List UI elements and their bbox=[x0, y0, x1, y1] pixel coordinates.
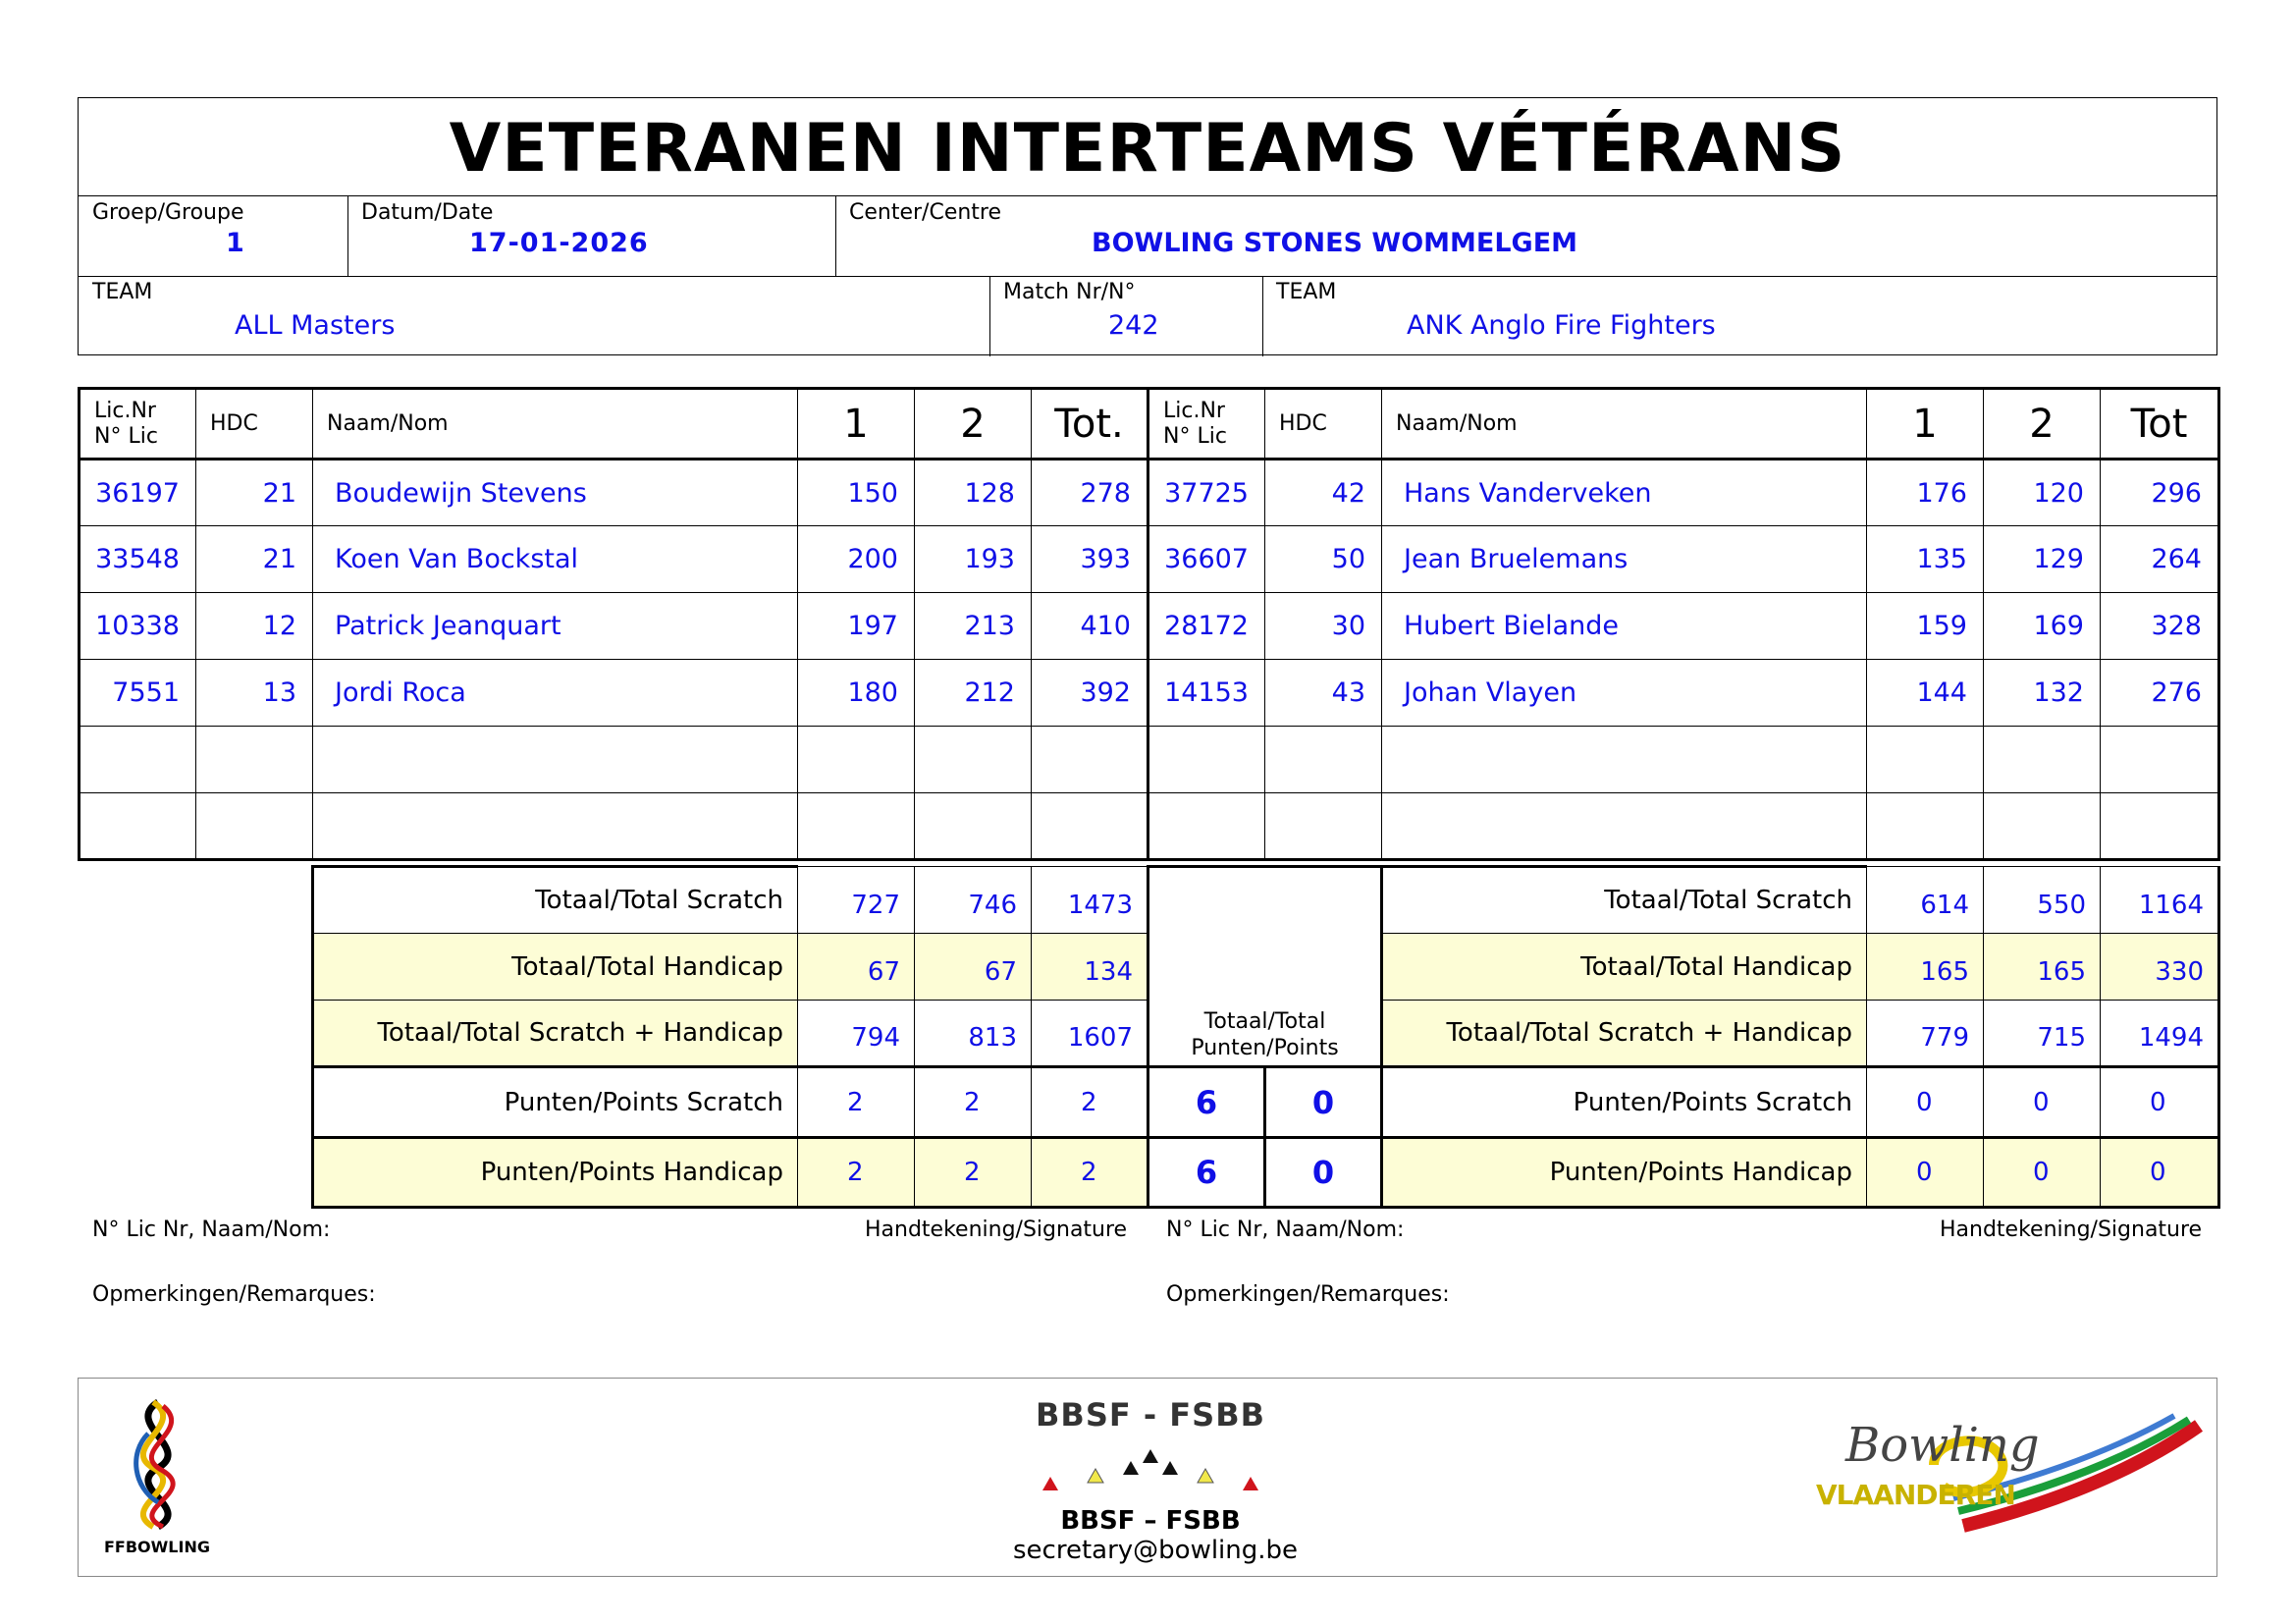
total-handicap-label: Totaal/Total Handicap bbox=[313, 934, 798, 1001]
home-pts-handicap-tot: 2 bbox=[1032, 1138, 1148, 1208]
away-name-cell: Johan Vlayen bbox=[1382, 660, 1867, 727]
home-g1-cell bbox=[798, 727, 915, 793]
away-g2-cell: 129 bbox=[1984, 526, 2101, 593]
home-pts-handicap-g1: 2 bbox=[798, 1138, 915, 1208]
home-g1-cell: 150 bbox=[798, 460, 915, 526]
away-hdc-cell: 42 bbox=[1265, 460, 1382, 526]
away-name-cell bbox=[1382, 793, 1867, 860]
home-lic-name-label: N° Lic Nr, Naam/Nom: bbox=[92, 1218, 331, 1242]
home-g1-cell: 197 bbox=[798, 593, 915, 660]
away-g2-cell: 169 bbox=[1984, 593, 2101, 660]
away-lic-cell: 28172 bbox=[1148, 593, 1265, 660]
away-signature-label: Handtekening/Signature bbox=[1940, 1218, 2203, 1242]
away-g1-cell: 159 bbox=[1867, 593, 1984, 660]
away-hdc-cell: 30 bbox=[1265, 593, 1382, 660]
divider bbox=[835, 196, 836, 277]
total-points-handicap-home: 6 bbox=[1148, 1138, 1265, 1208]
col-game2-home: 2 bbox=[915, 389, 1032, 460]
home-name-cell: Patrick Jeanquart bbox=[313, 593, 798, 660]
home-scratch-g1: 727 bbox=[798, 867, 915, 934]
total-scratch-label-away: Totaal/Total Scratch bbox=[1382, 867, 1867, 934]
col-game1-away: 1 bbox=[1867, 389, 1984, 460]
away-g1-cell bbox=[1867, 793, 1984, 860]
vlaanderen-logo-word: VLAANDEREN bbox=[1816, 1479, 2015, 1511]
home-g2-cell bbox=[915, 727, 1032, 793]
away-pts-scratch-g2: 0 bbox=[1984, 1067, 2101, 1138]
vlaanderen-logo-script: Bowling bbox=[1845, 1418, 2040, 1473]
home-sh-g1: 794 bbox=[798, 1001, 915, 1067]
home-hdc-cell: 21 bbox=[196, 460, 313, 526]
home-handicap-g1: 67 bbox=[798, 934, 915, 1001]
away-sh-tot: 1494 bbox=[2101, 1001, 2219, 1067]
away-tot-cell bbox=[2101, 793, 2219, 860]
home-pts-handicap-g2: 2 bbox=[915, 1138, 1032, 1208]
away-name-cell: Hubert Bielande bbox=[1382, 593, 1867, 660]
total-scratch-row bbox=[313, 867, 2219, 934]
players-table bbox=[78, 387, 2220, 861]
home-g2-cell: 193 bbox=[915, 526, 1032, 593]
ffbowling-logo bbox=[104, 1394, 212, 1561]
points-handicap-label: Punten/Points Handicap bbox=[313, 1138, 798, 1208]
home-hdc-cell bbox=[196, 793, 313, 860]
away-hdc-cell: 50 bbox=[1265, 526, 1382, 593]
home-tot-cell: 393 bbox=[1032, 526, 1148, 593]
center-value: BOWLING STONES WOMMELGEM bbox=[1092, 228, 1578, 258]
away-lic-name-label: N° Lic Nr, Naam/Nom: bbox=[1166, 1218, 1405, 1242]
col-lic-away: Lic.Nr N° Lic bbox=[1148, 389, 1265, 460]
table-row bbox=[80, 793, 2219, 860]
date-label: Datum/Date bbox=[361, 200, 494, 225]
home-g2-cell: 128 bbox=[915, 460, 1032, 526]
table-header-row bbox=[80, 389, 2219, 460]
home-lic-cell: 7551 bbox=[80, 660, 196, 727]
away-scratch-tot: 1164 bbox=[2101, 867, 2219, 934]
away-lic-cell: 37725 bbox=[1148, 460, 1265, 526]
home-scratch-g2: 746 bbox=[915, 867, 1032, 934]
total-points-scratch-home: 6 bbox=[1148, 1067, 1265, 1138]
away-lic-cell: 36607 bbox=[1148, 526, 1265, 593]
table-row bbox=[80, 526, 2219, 593]
away-handicap-g1: 165 bbox=[1867, 934, 1984, 1001]
group-label: Groep/Groupe bbox=[92, 200, 244, 225]
home-name-cell: Boudewijn Stevens bbox=[313, 460, 798, 526]
ffbowling-emblem-icon bbox=[104, 1394, 212, 1532]
away-tot-cell: 276 bbox=[2101, 660, 2219, 727]
away-g2-cell bbox=[1984, 727, 2101, 793]
home-hdc-cell: 13 bbox=[196, 660, 313, 727]
away-sh-g2: 715 bbox=[1984, 1001, 2101, 1067]
away-lic-cell bbox=[1148, 793, 1265, 860]
bbsf-name: BBSF – FSBB bbox=[1060, 1506, 1241, 1536]
match-label: Match Nr/N° bbox=[1003, 280, 1136, 304]
home-g2-cell bbox=[915, 793, 1032, 860]
home-tot-cell: 410 bbox=[1032, 593, 1148, 660]
bowling-vlaanderen-logo bbox=[1816, 1408, 2209, 1565]
home-handicap-g2: 67 bbox=[915, 934, 1032, 1001]
team-home-label: TEAM bbox=[92, 280, 153, 304]
away-tot-cell: 328 bbox=[2101, 593, 2219, 660]
away-g2-cell bbox=[1984, 793, 2101, 860]
home-hdc-cell: 12 bbox=[196, 593, 313, 660]
home-g1-cell: 180 bbox=[798, 660, 915, 727]
table-row bbox=[80, 593, 2219, 660]
away-hdc-cell: 43 bbox=[1265, 660, 1382, 727]
away-g2-cell: 132 bbox=[1984, 660, 2101, 727]
home-name-cell: Jordi Roca bbox=[313, 660, 798, 727]
bowling-pins-icon bbox=[1013, 1434, 1288, 1502]
home-signature-label: Handtekening/Signature bbox=[865, 1218, 1128, 1242]
points-handicap-row bbox=[313, 1138, 2219, 1208]
col-name-home: Naam/Nom bbox=[313, 389, 798, 460]
home-tot-cell: 278 bbox=[1032, 460, 1148, 526]
divider bbox=[347, 196, 348, 277]
col-total-home: Tot. bbox=[1032, 389, 1148, 460]
col-hdc-away: HDC bbox=[1265, 389, 1382, 460]
home-g2-cell: 212 bbox=[915, 660, 1032, 727]
col-total-away: Tot bbox=[2101, 389, 2219, 460]
home-name-cell bbox=[313, 727, 798, 793]
home-name-cell bbox=[313, 793, 798, 860]
home-pts-scratch-g2: 2 bbox=[915, 1067, 1032, 1138]
away-sh-g1: 779 bbox=[1867, 1001, 1984, 1067]
table-row bbox=[80, 460, 2219, 526]
col-name-away: Naam/Nom bbox=[1382, 389, 1867, 460]
away-name-cell: Jean Bruelemans bbox=[1382, 526, 1867, 593]
away-g1-cell: 144 bbox=[1867, 660, 1984, 727]
table-row bbox=[80, 727, 2219, 793]
totals-table bbox=[311, 865, 2220, 1209]
date-value: 17-01-2026 bbox=[469, 228, 649, 258]
col-game1-home: 1 bbox=[798, 389, 915, 460]
home-handicap-tot: 134 bbox=[1032, 934, 1148, 1001]
total-points-scratch-away: 0 bbox=[1265, 1067, 1382, 1138]
ffbowling-logo-text: FFBOWLING bbox=[104, 1538, 210, 1556]
home-lic-cell bbox=[80, 793, 196, 860]
col-lic-home: Lic.Nr N° Lic bbox=[80, 389, 196, 460]
away-g1-cell: 176 bbox=[1867, 460, 1984, 526]
total-points-heading: Totaal/Total Punten/Points bbox=[1148, 867, 1382, 1067]
home-hdc-cell bbox=[196, 727, 313, 793]
team-home-value: ALL Masters bbox=[235, 310, 396, 341]
bbsf-logo-title: BBSF - FSBB bbox=[1036, 1396, 1265, 1434]
total-scratch-label: Totaal/Total Scratch bbox=[313, 867, 798, 934]
home-g1-cell bbox=[798, 793, 915, 860]
away-lic-cell: 14153 bbox=[1148, 660, 1265, 727]
away-tot-cell bbox=[2101, 727, 2219, 793]
away-lic-cell bbox=[1148, 727, 1265, 793]
points-scratch-label: Punten/Points Scratch bbox=[313, 1067, 798, 1138]
home-remarks-label: Opmerkingen/Remarques: bbox=[92, 1282, 376, 1307]
divider bbox=[1262, 277, 1263, 356]
home-lic-cell: 10338 bbox=[80, 593, 196, 660]
home-g1-cell: 200 bbox=[798, 526, 915, 593]
match-header bbox=[78, 97, 2217, 355]
footer bbox=[78, 1378, 2217, 1577]
home-tot-cell: 392 bbox=[1032, 660, 1148, 727]
home-g2-cell: 213 bbox=[915, 593, 1032, 660]
away-tot-cell: 296 bbox=[2101, 460, 2219, 526]
away-g2-cell: 120 bbox=[1984, 460, 2101, 526]
bbsf-email: secretary@bowling.be bbox=[1013, 1536, 1299, 1565]
away-g1-cell: 135 bbox=[1867, 526, 1984, 593]
away-scratch-g2: 550 bbox=[1984, 867, 2101, 934]
points-scratch-label-away: Punten/Points Scratch bbox=[1382, 1067, 1867, 1138]
home-sh-g2: 813 bbox=[915, 1001, 1032, 1067]
away-hdc-cell bbox=[1265, 793, 1382, 860]
away-remarks-label: Opmerkingen/Remarques: bbox=[1166, 1282, 1450, 1307]
home-sh-tot: 1607 bbox=[1032, 1001, 1148, 1067]
home-lic-cell: 33548 bbox=[80, 526, 196, 593]
divider bbox=[989, 277, 990, 356]
away-scratch-g1: 614 bbox=[1867, 867, 1984, 934]
home-lic-cell bbox=[80, 727, 196, 793]
away-pts-handicap-tot: 0 bbox=[2101, 1138, 2219, 1208]
match-value: 242 bbox=[1108, 310, 1159, 341]
away-hdc-cell bbox=[1265, 727, 1382, 793]
away-handicap-g2: 165 bbox=[1984, 934, 2101, 1001]
away-g1-cell bbox=[1867, 727, 1984, 793]
away-pts-scratch-tot: 0 bbox=[2101, 1067, 2219, 1138]
points-handicap-label-away: Punten/Points Handicap bbox=[1382, 1138, 1867, 1208]
table-row bbox=[80, 660, 2219, 727]
home-name-cell: Koen Van Bockstal bbox=[313, 526, 798, 593]
home-scratch-tot: 1473 bbox=[1032, 867, 1148, 934]
away-pts-scratch-g1: 0 bbox=[1867, 1067, 1984, 1138]
total-sh-label-away: Totaal/Total Scratch + Handicap bbox=[1382, 1001, 1867, 1067]
away-pts-handicap-g1: 0 bbox=[1867, 1138, 1984, 1208]
col-hdc-home: HDC bbox=[196, 389, 313, 460]
col-game2-away: 2 bbox=[1984, 389, 2101, 460]
home-pts-scratch-g1: 2 bbox=[798, 1067, 915, 1138]
away-handicap-tot: 330 bbox=[2101, 934, 2219, 1001]
points-scratch-row bbox=[313, 1067, 2219, 1138]
away-tot-cell: 264 bbox=[2101, 526, 2219, 593]
home-pts-scratch-tot: 2 bbox=[1032, 1067, 1148, 1138]
total-points-handicap-away: 0 bbox=[1265, 1138, 1382, 1208]
page-title: VETERANEN INTERTEAMS VÉTÉRANS bbox=[79, 98, 2216, 196]
team-away-value: ANK Anglo Fire Fighters bbox=[1407, 310, 1716, 341]
group-value: 1 bbox=[226, 228, 244, 258]
center-label: Center/Centre bbox=[849, 200, 1002, 225]
home-hdc-cell: 21 bbox=[196, 526, 313, 593]
team-away-label: TEAM bbox=[1276, 280, 1337, 304]
bbsf-logo bbox=[1013, 1396, 1299, 1565]
home-tot-cell bbox=[1032, 793, 1148, 860]
total-handicap-label-away: Totaal/Total Handicap bbox=[1382, 934, 1867, 1001]
away-name-cell: Hans Vanderveken bbox=[1382, 460, 1867, 526]
away-pts-handicap-g2: 0 bbox=[1984, 1138, 2101, 1208]
home-tot-cell bbox=[1032, 727, 1148, 793]
home-lic-cell: 36197 bbox=[80, 460, 196, 526]
total-sh-label: Totaal/Total Scratch + Handicap bbox=[313, 1001, 798, 1067]
away-name-cell bbox=[1382, 727, 1867, 793]
